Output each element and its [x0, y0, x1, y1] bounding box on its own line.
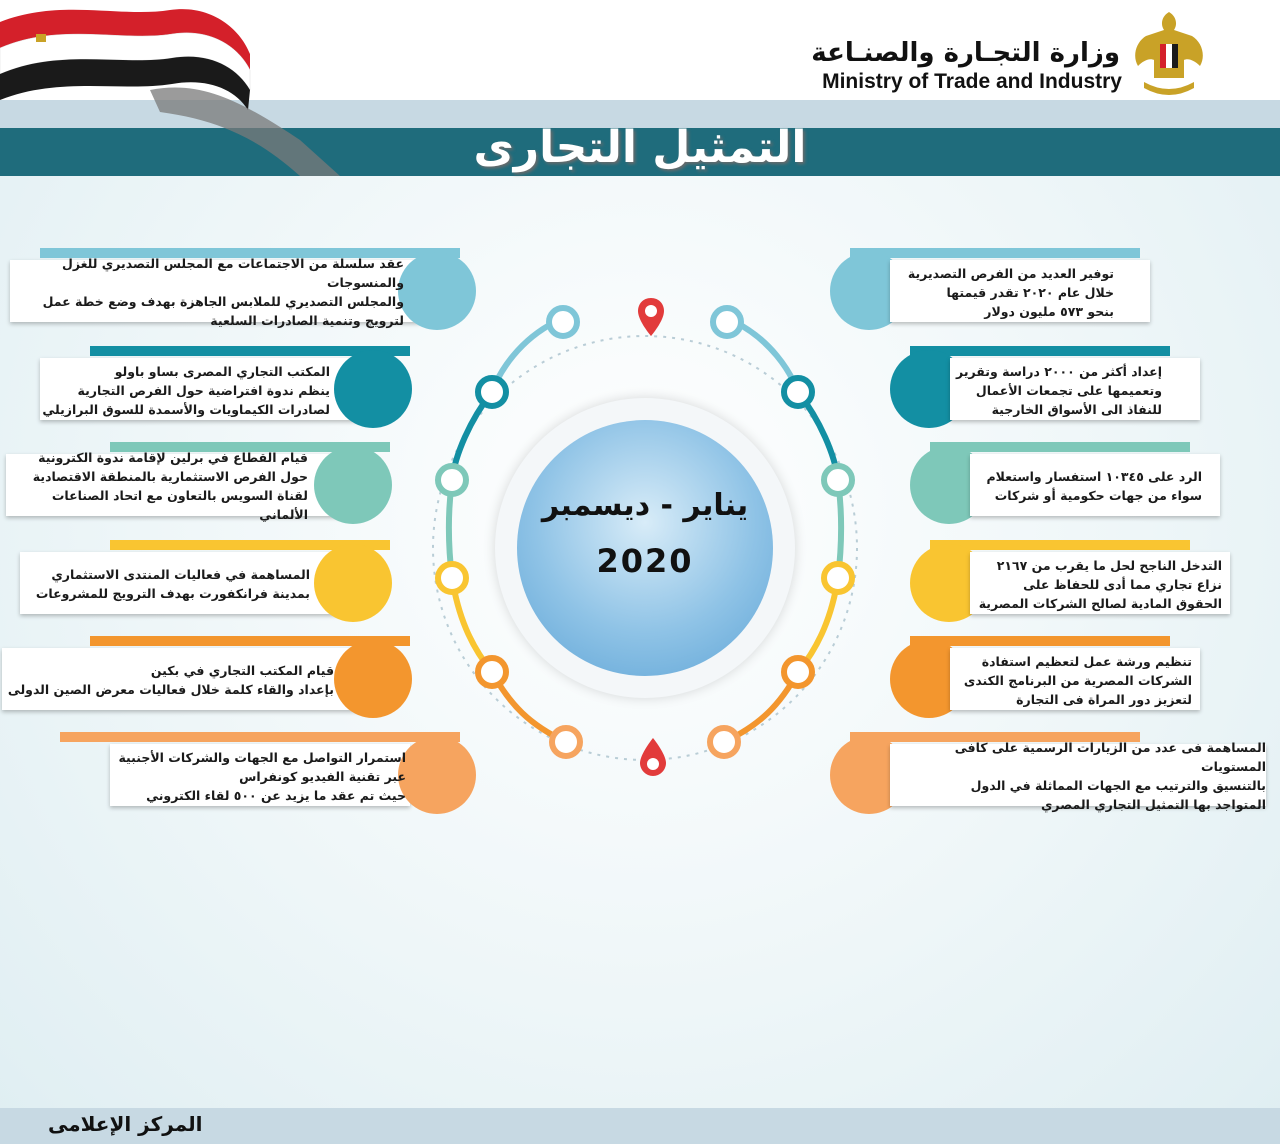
item-line: سواء من جهات حكومية أو شركات [994, 488, 1202, 503]
item-line: والمجلس التصديري للملابس الجاهزة بهدف وضع خطة عمل [42, 294, 404, 309]
ministry-name-english: Ministry of Trade and Industry [822, 70, 1122, 93]
left-item-4 [0, 544, 400, 622]
right-item-1 [830, 252, 1280, 330]
right-item-4 [910, 544, 1280, 622]
item-line: حول الفرص الاستثمارية بالمنطقة الاقتصادية [32, 469, 308, 484]
item-line: عبر تقنية الفيديو كونفراس [239, 768, 406, 784]
item-line: عقد سلسلة من الاجتماعات مع المجلس التصديري للغزل والمنسوجات [61, 256, 404, 290]
item-line: قيام المكتب التجاري في بكين [150, 663, 334, 678]
item-line: بإعداد والقاء كلمة خلال فعاليات معرض الصين الدولى [7, 682, 334, 697]
item-line: بالتنسيق والترتيب مع الجهات المماثلة في الدول [970, 778, 1266, 793]
item-line: تنظيم ورشة عمل لتعظيم استفادة [981, 653, 1192, 669]
item-line: للنفاذ الى الأسواق الخارجية [991, 401, 1162, 417]
item-line: توفير العديد من الفرص التصديرية [907, 265, 1114, 281]
item-line: الرد على ١٠٣٤٥ استفسار واستعلام [986, 469, 1202, 484]
footer-label: المركز الإعلامى [48, 1112, 203, 1136]
item-line: لقناة السويس بالتعاون مع اتحاد الصناعات الألماني [51, 488, 308, 522]
item-line: وتعميمها على تجمعات الأعمال [975, 382, 1162, 398]
item-line: بنحو ٥٧٣ مليون دولار [984, 303, 1114, 319]
item-line: المساهمة فى عدد من الزيارات الرسمية على كافى المستويات [954, 740, 1266, 774]
left-item-5 [0, 640, 420, 718]
left-item-2 [0, 350, 420, 428]
left-item-1 [0, 252, 480, 330]
item-line: قيام القطاع في برلين لإقامة ندوة الكترونية [38, 450, 308, 465]
item-line: لصادرات الكيماويات والأسمدة للسوق البرازيلي [42, 401, 330, 417]
period-months: يناير - ديسمبر [541, 488, 749, 523]
page-title: التمثيل التجارى [473, 122, 807, 173]
item-line: بمدينة فرانكفورت بهدف الترويج للمشروعات [35, 586, 310, 601]
right-item-5 [890, 640, 1280, 718]
item-line: المساهمة في فعاليات المنتدى الاستثماري [51, 567, 310, 582]
item-line: لتعزيز دور المراة فى التجارة [1016, 691, 1192, 707]
item-line: ينظم ندوة افتراضية حول الفرص التجارية [77, 382, 330, 398]
item-line: حيث تم عقد ما يزيد عن ٥٠٠ لقاء الكتروني [146, 787, 406, 803]
left-item-6 [0, 736, 480, 814]
drop-icon [638, 736, 668, 778]
item-line: الشركات المصرية من البرنامج الكندى [963, 672, 1192, 688]
right-item-3 [910, 446, 1280, 524]
item-line: لترويج وتنمية الصادرات السلعية [210, 313, 404, 328]
location-pin-icon [636, 296, 666, 338]
right-item-6 [830, 736, 1280, 814]
item-line: التدخل الناجح لحل ما يقرب من ٢١٦٧ [996, 557, 1222, 573]
item-line: نزاع تجاري مما أدى للحفاظ على [1023, 576, 1222, 592]
left-item-3 [0, 446, 400, 524]
item-line: الحقوق المادية لصالح الشركات المصرية [978, 595, 1222, 611]
item-line: استمرار التواصل مع الجهات والشركات الأجنبية [118, 749, 406, 765]
item-line: إعداد أكثر من ٢٠٠٠ دراسة وتقرير [956, 363, 1162, 379]
item-line: خلال عام ٢٠٢٠ تقدر قيمتها [946, 284, 1114, 300]
item-line: المكتب التجاري المصرى بساو باولو [114, 363, 330, 379]
period-year: 2020 [596, 542, 694, 580]
item-line: المتواجد بها التمثيل التجاري المصري [1040, 797, 1266, 812]
right-item-2 [890, 350, 1280, 428]
ministry-name-arabic: وزارة التجـارة والصنـاعة [811, 38, 1120, 68]
